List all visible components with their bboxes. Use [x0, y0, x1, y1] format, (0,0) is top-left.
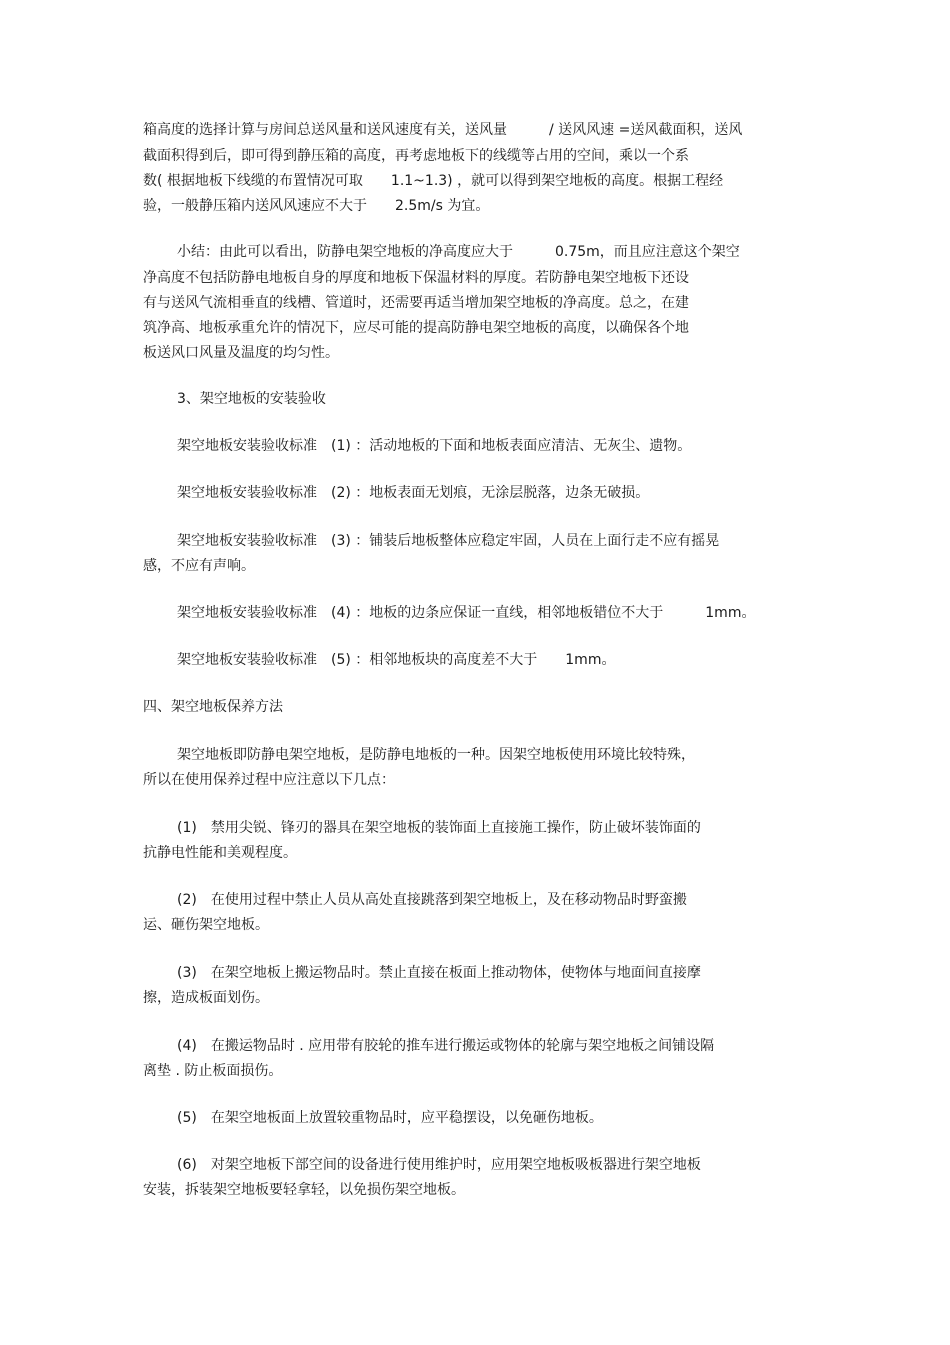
maintenance-item-2: (2) 在使用过程中禁止人员从高处直接跳落到架空地板上，及在移动物品时野蛮搬 [177, 892, 687, 908]
maintenance-item-1: (1) 禁用尖锐、锋刃的器具在架空地板的装饰面上直接施工操作，防止破坏装饰面的 [177, 820, 701, 836]
acceptance-standard-5: 架空地板安装验收标准 (5) ：相邻地板块的高度差不大于 1mm。 [177, 652, 616, 668]
paragraph-line: 验，一般静压箱内送风风速应不大于 2.5m/s 为宜。 [143, 198, 490, 214]
acceptance-standard-1: 架空地板安装验收标准 (1) ：活动地板的下面和地板表面应清洁、无灰尘、遗物。 [177, 438, 692, 454]
acceptance-standard-4: 架空地板安装验收标准 (4) ：地板的边条应保证一直线，相邻地板错位不大于 1mm。 [177, 605, 756, 621]
summary-line: 板送风口风量及温度的均匀性。 [143, 345, 339, 361]
section-heading: 四、架空地板保养方法 [143, 699, 283, 715]
maintenance-item-3: (3) 在架空地板上搬运物品时。禁止直接在板面上推动物体，使物体与地面间直接摩 [177, 965, 701, 981]
summary-line: 有与送风气流相垂直的线槽、管道时，还需要再适当增加架空地板的净高度。总之，在建 [143, 295, 689, 311]
maintenance-intro-cont: 所以在使用保养过程中应注意以下几点： [143, 772, 395, 788]
maintenance-item-4-cont: 离垫 . 防止板面损伤。 [143, 1063, 283, 1079]
maintenance-item-3-cont: 擦，造成板面划伤。 [143, 990, 269, 1006]
acceptance-standard-2: 架空地板安装验收标准 (2) ：地板表面无划痕，无涂层脱落，边条无破损。 [177, 485, 650, 501]
maintenance-item-2-cont: 运、砸伤架空地板。 [143, 917, 269, 933]
maintenance-item-4: (4) 在搬运物品时 . 应用带有胶轮的推车进行搬运或物体的轮廓与架空地板之间铺设隔 [177, 1038, 715, 1054]
section-heading: 3、架空地板的安装验收 [177, 391, 326, 407]
maintenance-item-6: (6) 对架空地板下部空间的设备进行使用维护时，应用架空地板吸板器进行架空地板 [177, 1157, 701, 1173]
acceptance-standard-3: 架空地板安装验收标准 (3) ：铺装后地板整体应稳定牢固，人员在上面行走不应有摇晃 [177, 533, 720, 549]
summary-line: 小结：由此可以看出，防静电架空地板的净高度应大于 0.75m，而且应注意这个架空 [177, 244, 740, 260]
maintenance-item-6-cont: 安装，拆装架空地板要轻拿轻，以免损伤架空地板。 [143, 1182, 465, 1198]
paragraph-line: 数( 根据地板下线缆的布置情况可取 1.1~1.3) ，就可以得到架空地板的高度。根据工程经 [143, 173, 724, 189]
maintenance-intro: 架空地板即防静电架空地板，是防静电地板的一种。因架空地板使用环境比较特殊， [177, 747, 695, 763]
summary-line: 筑净高、地板承重允许的情况下，应尽可能的提高防静电架空地板的高度，以确保各个地 [143, 320, 689, 336]
acceptance-standard-3-cont: 感，不应有声响。 [143, 558, 255, 574]
maintenance-item-5: (5) 在架空地板面上放置较重物品时，应平稳摆设，以免砸伤地板。 [177, 1110, 603, 1126]
paragraph-line: 截面积得到后，即可得到静压箱的高度，再考虑地板下的线缆等占用的空间，乘以一个系 [143, 148, 689, 164]
maintenance-item-1-cont: 抗静电性能和美观程度。 [143, 845, 297, 861]
paragraph-line: 箱高度的选择计算与房间总送风量和送风速度有关，送风量 / 送风风速 =送风截面积，送风 [143, 122, 743, 138]
summary-line: 净高度不包括防静电地板自身的厚度和地板下保温材料的厚度。若防静电架空地板下还设 [143, 270, 689, 286]
